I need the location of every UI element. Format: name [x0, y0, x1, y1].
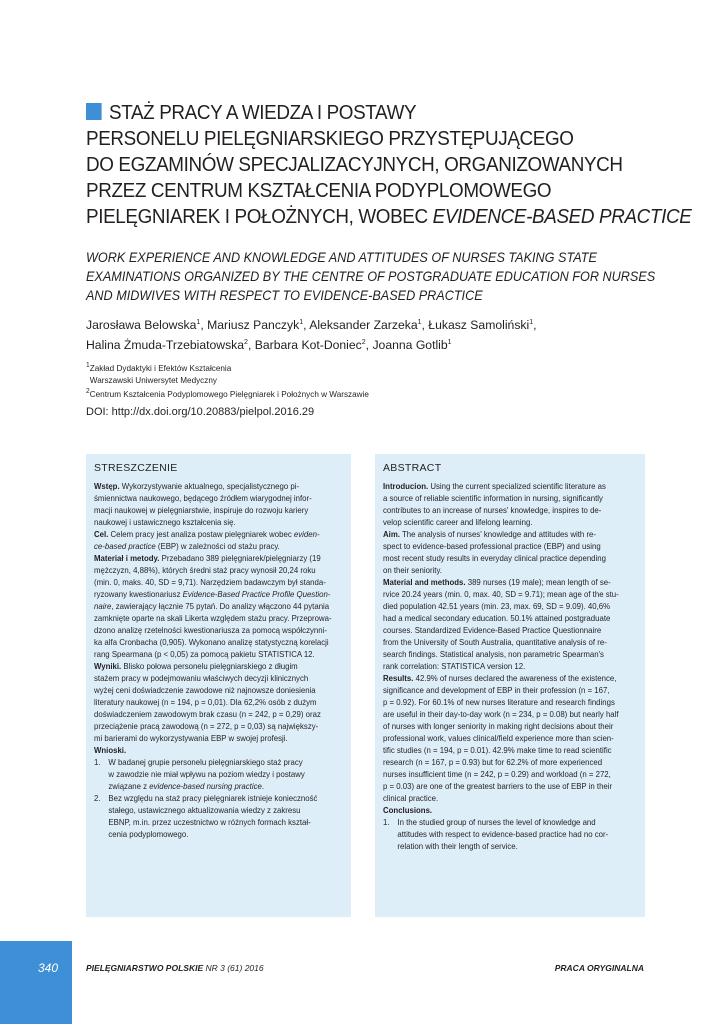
abstract-box [375, 454, 645, 917]
abstract-heading: ABSTRACT [383, 462, 442, 474]
streszczenie-text: Wstęp. Wykorzystywanie aktualnego, specjalistycznego pi- śmiennictwa naukowego, będącego źródłem wiarygodnej infor- macji naukowej w pielęgniarstwie, inspiruje do rozwoju kariery naukowej i ustawicznego kształcenia się. Cel. Celem pracy jest analiza postaw pielęgniarek wobec eviden- ce-based practice (EBP) w zależności od stażu pracy. Materiał i metody. Przebadano 389 pielęgniarek/pielęgniarzy (19 mężczyzn, 4,88%), których średni staż pracy wynosił 20,24 roku (min. 0, maks. 40, SD = 9,71). Narzędziem badawczym był standa- ryzowany kwestionariusz Evidence-Based Practice Profile Question- naire, zawierający łącznie 75 pytań. Do analizy włączono 44 pytania zamknięte oparte na skali Likerta względem stażu pracy. Przeprowa- dzono analizę rzetelności kwestionariusza za pomocą współczynni- ka alfa Cronbacha (0,905). Wykonano analizę statystyczną korelacji rang Spearmana (p < 0,05) za pomocą pakietu STATISTICA 12. Wyniki. Blisko połowa personelu pielęgniarskiego z długim stażem pracy w podejmowaniu właściwych decyzji klinicznych wyżej ceni doświadczenie zawodowe niż najnowsze doniesienia literatury naukowej (n = 194, p = 0,01). Dla 62,2% osób z dużym doświadczeniem zawodowym brak czasu (n = 242, p = 0,29) oraz przeciążenie pracą zawodową (n = 272, p = 0,03) są największy- mi barierami do wykorzystywania EBP w swojej profesji. Wnioski. 1. W badanej grupie personelu pielęgniarskiego staż pracy w zawodzie nie miał wpływu na poziom wiedzy i postawy związane z evidence-based nursing practice. 2. Bez względu na staż pracy pielęgniarek istnieje konieczność stałego, ustawicznego aktualizowania wiedzy z zakresu EBNP, m.in. przez uczestnictwo w różnych formach kształ- cenia podyplomowego. [94, 481, 332, 839]
abstract-text: Introducion. Using the current specialized scientific literature as a source of reliable scientific information in nursing, significantly contributes to an increase of nurses' knowledge, inspires to de- velop scientific career and lifelong learning. Aim. The analysis of nurses' knowledge and attitudes with re- spect to evidence-based professional practice (EBP) and using most recent study results in everyday clinical practice depending on their seniority. Material and methods. 389 nurses (19 male); mean length of se- rvice 20.24 years (min. 0, max. 40, SD = 9.71); mean age of the stu- died population 42.51 years (min. 23, max. 69, SD = 9.09). 40,6% had a medical secondary education. 50.1% attained postgraduate courses. Standardized Evidence-Based Practice Questionnaire from the University of South Australia, quantitative analysis of re- search findings. Statistical analysis, non parametric Spearman's rank correlation: STATISTICA version 12. Results. 42.9% of nurses declared the awareness of the existence, significance and development of EBP in their profession (n = 167, p = 0.92). For 60.1% of new nurses literature and research findings are useful in their day-to-day work (n = 234, p = 0.08) but nearly half of nurses with longer seniority in making right decisions about their professional work, values clinical/field experience more than scien- tific studies (n = 194, p = 0.01). 42.9% make time to read scientific research (n = 167, p = 0.93) but for 62.2% of more experienced nurses insufficient time (n = 242, p = 0.29) and workload (n = 272, p = 0.03) are one of the greatest barriers to the use of EBP in their clinical practice. Conclusions. 1. In the studied group of nurses the level of knowledge and attitudes with respect to evidence-based practice had no cor- relation with their length of service. [383, 481, 619, 851]
doi-link[interactable]: DOI: http://dx.doi.org/10.20883/pielpol.2016.29 [86, 406, 315, 418]
streszczenie-heading: STRESZCZENIE [94, 462, 178, 474]
page-number-bar [0, 941, 72, 1024]
article-type: PRACA ORYGINALNA [554, 963, 644, 973]
streszczenie-box [86, 454, 351, 917]
page-number: 340 [38, 961, 59, 975]
article-title-pl: STAŻ PRACY A WIEDZA I POSTAWY PERSONELU PIELĘGNIARSKIEGO PRZYSTĘPUJĄCEGO DO EGZAMINÓW SPECJALIZACYJNYCH, ORGANIZOWANYCH PRZEZ CENTRUM KSZTAŁCENIA PODYPLOMOWEGO PIELĘGNIAREK I POŁOŻNYCH, WOBEC EVIDENCE-BASED PRACTICE [86, 101, 692, 228]
title-block [86, 100, 692, 230]
title-square-marker [86, 103, 102, 120]
article-title-en: WORK EXPERIENCE AND KNOWLEDGE AND ATTITUDES OF NURSES TAKING STATE EXAMINATIONS ORGANIZED BY THE CENTRE OF POSTGRADUATE EDUCATION FOR NURSES AND MIDWIVES WITH RESPECT TO EVIDENCE-BASED PRACTICE [86, 250, 656, 303]
journal-name: PIELĘGNIARSTWO POLSKIE NR 3 (61) 2016 [86, 963, 264, 973]
author-list: Jarosława Belowska$^1$, Mariusz Panczyk$^1$, Aleksander Zarzeka$^1$, Łukasz Samoliński$^1$, Halina Żmuda-Trzebiatowska$^2$, Barbara Kot-Doniec$^2$, Joanna Gotlib$^1$ [86, 318, 537, 353]
affiliations: $^1$Zakład Dydaktyki i Efektów Kształcenia Warszawski Uniwersytet Medyczny $^2$Centrum Kształcenia Podyplomowego Pielęgniarek i Położnych w Warszawie [86, 362, 369, 399]
